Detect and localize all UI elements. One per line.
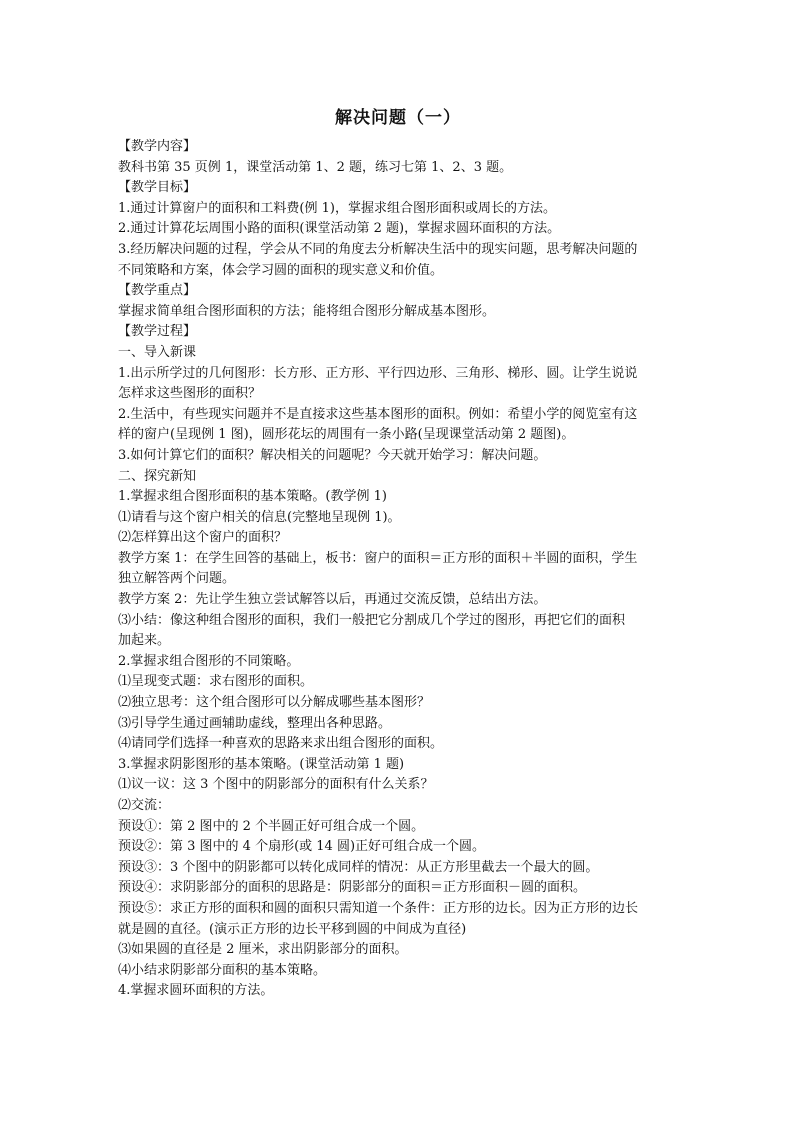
- text-line: 教科书第 35 页例 1，课堂活动第 1、2 题，练习七第 1、2、3 题。: [118, 159, 513, 175]
- text-line: 独立解答两个问题。: [118, 571, 236, 587]
- text-line: 掌握求简单组合图形面积的方法；能将组合图形分解成基本图形。: [118, 303, 496, 319]
- text-line: ⑴呈现变式题：求右图形的面积。: [118, 674, 314, 690]
- text-line: 2.掌握求组合图形的不同策略。: [118, 653, 300, 669]
- text-line: 3.经历解决问题的过程，学会从不同的角度去分析解决生活中的现实问题，思考解决问题的: [118, 241, 638, 257]
- text-line: ⑵交流：: [118, 798, 171, 813]
- text-line: 教学方案 2：先让学生独立尝试解答以后，再通过交流反馈，总结出方法。: [118, 592, 547, 608]
- text-line: 一、导入新课: [118, 344, 197, 360]
- text-line: 1.出示所学过的几何图形：长方形、正方形、平行四边形、三角形、梯形、圆。让学生说说: [118, 365, 638, 381]
- text-line: 预设⑤：求正方形的面积和圆的面积只需知道一个条件：正方形的边长。因为正方形的边长: [118, 900, 639, 916]
- text-line: 预设①：第 2 图中的 2 个半圆正好可组合成一个圆。: [118, 818, 425, 834]
- text-line: 怎样求这些图形的面积？: [118, 386, 262, 402]
- document-title: 解决问题（一）: [335, 108, 461, 128]
- text-line: ⑵怎样算出这个窗户的面积？: [118, 530, 288, 546]
- text-line: ⑷请同学们选择一种喜欢的思路来求出组合图形的面积。: [118, 736, 444, 752]
- text-line: ⑴请看与这个窗户相关的信息(完整地呈现例 1)。: [118, 509, 401, 525]
- text-line: 预设②：第 3 图中的 4 个扇形(或 14 圆)正好可组合成一个圆。: [118, 839, 486, 855]
- text-line: 2.通过计算花坛周围小路的面积(课堂活动第 2 题)，掌握求圆环面积的方法。: [118, 221, 561, 237]
- text-line: 【教学目标】: [118, 180, 197, 196]
- text-line: 就是圆的直径。(演示正方形的边长平移到圆的中间成为直径): [118, 921, 467, 937]
- text-line: 【教学过程】: [118, 324, 197, 340]
- text-line: 预设③：3 个图中的阴影都可以转化成同样的情况：从正方形里截去一个最大的圆。: [118, 859, 599, 875]
- text-line: ⑷小结求阴影部分面积的基本策略。: [118, 962, 327, 978]
- text-line: 加起来。: [118, 633, 171, 649]
- text-line: 不同策略和方案，体会学习圆的面积的现实意义和价值。: [118, 262, 444, 278]
- text-line: 【教学重点】: [118, 283, 197, 299]
- text-line: 二、探究新知: [118, 468, 197, 484]
- text-line: 【教学内容】: [118, 139, 197, 154]
- text-line: ⑵独立思考：这个组合图形可以分解成哪些基本图形？: [118, 695, 431, 711]
- text-line: ⑴议一议：这 3 个图中的阴影部分的面积有什么关系？: [118, 777, 434, 793]
- text-line: ⑶小结：像这种组合图形的面积，我们一般把它分割成几个学过的图形，再把它们的面积: [118, 612, 626, 628]
- text-line: 1.通过计算窗户的面积和工料费(例 1)，掌握求组合图形面积或周长的方法。: [118, 200, 556, 216]
- text-line: 2.生活中，有些现实问题并不是直接求这些基本图形的面积。例如：希望小学的阅览室有这: [118, 406, 638, 422]
- text-line: ⑶引导学生通过画辅助虚线，整理出各种思路。: [118, 715, 392, 731]
- text-line: 1.掌握求组合图形面积的基本策略。(教学例 1): [118, 489, 387, 505]
- text-line: 教学方案 1：在学生回答的基础上，板书：窗户的面积＝正方形的面积＋半圆的面积，学生: [118, 550, 638, 566]
- text-line: 样的窗户(呈现例 1 图)，圆形花坛的周围有一条小路(呈现课堂活动第 2 题图)。: [118, 427, 575, 443]
- text-line: ⑶如果圆的直径是 2 厘米，求出阴影部分的面积。: [118, 942, 408, 958]
- text-line: 3.掌握求阴影图形的基本策略。(课堂活动第 1 题): [118, 756, 405, 772]
- document-page: [118, 103, 678, 1002]
- text-line: 4.掌握求圆环面积的方法。: [118, 983, 274, 999]
- text-line: 3.如何计算它们的面积？解决相关的问题呢？今天就开始学习：解决问题。: [118, 447, 547, 463]
- document-body: [118, 137, 678, 1002]
- text-line: 预设④：求阴影部分的面积的思路是：阴影部分的面积＝正方形面积－圆的面积。: [118, 880, 587, 896]
